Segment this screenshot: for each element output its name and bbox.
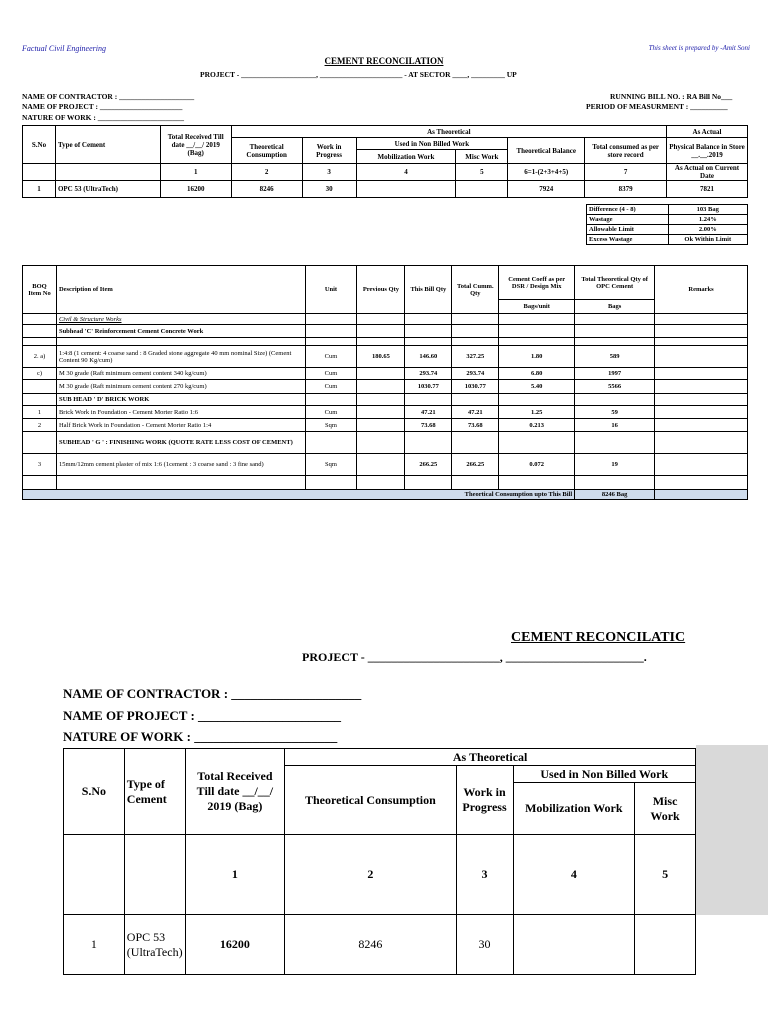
wastage-value: 2.00% <box>668 225 747 235</box>
zoom-total-received-header: Total Received Till date __/__/ 2019 (Bag) <box>185 749 285 835</box>
zoom-col-number: 5 <box>635 835 696 915</box>
as-actual-header: As Actual <box>667 126 748 138</box>
row-mobilization <box>356 181 456 198</box>
misc-header: Misc Work <box>456 150 508 164</box>
item-desc: M 30 grade (Raft minimum cement content 340 kg/cum) <box>56 368 305 380</box>
contractor-line: NAME OF CONTRACTOR : ____________________ <box>22 92 195 101</box>
row-wip: 30 <box>302 181 356 198</box>
total-received-header: Total Received Till date __/__/ 2019 (Bag) <box>160 126 231 164</box>
remarks-header: Remarks <box>655 266 748 314</box>
item-total: 266.25 <box>452 454 499 476</box>
zoom-contractor: NAME OF CONTRACTOR : ____________________ <box>63 686 362 701</box>
zoom-table <box>63 748 696 975</box>
period-of-measurement: PERIOD OF MEASURMENT : __________ <box>586 102 728 111</box>
item-coeff: 5.40 <box>499 380 575 394</box>
table-row <box>23 346 748 368</box>
row-type: OPC 53 (UltraTech) <box>55 181 160 198</box>
zoom-col-number: 4 <box>513 835 635 915</box>
item-this: 1030.77 <box>405 380 452 394</box>
item-prev: 180.65 <box>357 346 405 368</box>
item-this: 266.25 <box>405 454 452 476</box>
boq-no: 3 <box>23 454 57 476</box>
unit-header: Unit <box>305 266 357 314</box>
zoom-as-theoretical: As Theoretical <box>285 749 696 766</box>
boq-no <box>23 380 57 394</box>
zoom-col-number: 2 <box>285 835 456 915</box>
item-desc: 15mm/12mm cement plaster of mix 1:6 (1cement : 3 coarse sand : 3 fine sand) <box>56 454 305 476</box>
coeff-unit: Bags/unit <box>499 300 575 314</box>
item-this: 47.21 <box>405 406 452 419</box>
theoretical-consumption-header: Theoretical Consumption <box>231 138 302 164</box>
boq-no: 2. a) <box>23 346 57 368</box>
zoom-misc-header: Misc Work <box>635 783 696 835</box>
item-theo: 16 <box>575 419 655 432</box>
subhead-d: SUB HEAD ' D' BRICK WORK <box>56 394 305 406</box>
prepared-by: This sheet is prepared by -Amit Soni <box>648 44 750 52</box>
zoom-non-billed-header: Used in Non Billed Work <box>513 766 696 783</box>
row-balance: 7924 <box>508 181 585 198</box>
previous-qty-header: Previous Qty <box>357 266 405 314</box>
subhead-g: SUBHEAD ' G ' : FINISHING WORK (QUOTE RATE LESS COST OF CEMENT) <box>56 432 305 454</box>
col-number: 3 <box>302 164 356 181</box>
item-coeff: 1.80 <box>499 346 575 368</box>
theoretical-balance-header: Theoretical Balance <box>508 138 585 164</box>
col-number: 5 <box>456 164 508 181</box>
theoretical-unit: Bags <box>575 300 655 314</box>
this-bill-header: This Bill Qty <box>405 266 452 314</box>
zoom-row-received: 16200 <box>185 915 285 975</box>
zoom-row-consumption: 8246 <box>285 915 456 975</box>
row-consumed: 8379 <box>585 181 667 198</box>
item-coeff: 0.213 <box>499 419 575 432</box>
total-consumed-header: Total consumed as per store record <box>585 138 667 164</box>
item-theo: 59 <box>575 406 655 419</box>
zoom-type-header: Type of Cement <box>124 749 185 835</box>
wastage-value: Ok Within Limit <box>668 235 747 245</box>
item-coeff: 6.80 <box>499 368 575 380</box>
subhead-c: Subhead 'C' Reinforcement Cement Concrete Work <box>56 325 305 338</box>
item-total: 47.21 <box>452 406 499 419</box>
item-unit: Cum <box>305 406 357 419</box>
theoretical-qty-header: Total Theoretical Qty of OPC Cement <box>575 266 655 300</box>
item-coeff: 1.25 <box>499 406 575 419</box>
boq-header: BOQ Item No <box>23 266 57 314</box>
footer-label: Theortical Consumption upto This Bill <box>23 490 575 500</box>
item-this: 146.60 <box>405 346 452 368</box>
zoom-col-number: 1 <box>185 835 285 915</box>
item-prev <box>357 454 405 476</box>
col-number: 6=1-(2+3+4+5) <box>508 164 585 181</box>
item-table <box>22 265 748 500</box>
wastage-value: 1.24% <box>668 215 747 225</box>
item-total: 1030.77 <box>452 380 499 394</box>
zoom-row-wip: 30 <box>456 915 513 975</box>
row-received: 16200 <box>160 181 231 198</box>
zoom-wip-header: Work in Progress <box>456 766 513 835</box>
as-theoretical-header: As Theoretical <box>231 126 666 138</box>
table-row <box>23 380 748 394</box>
boq-no: 2 <box>23 419 57 432</box>
col-number: 2 <box>231 164 302 181</box>
running-bill: RUNNING BILL NO. : RA Bill No___ <box>610 92 733 101</box>
page-title: CEMENT RECONCILATION <box>324 56 444 66</box>
table-row <box>23 406 748 419</box>
wastage-table <box>586 204 748 245</box>
section-civil: Civil & Structure Works <box>56 314 305 325</box>
item-total: 73.68 <box>452 419 499 432</box>
mobilization-header: Mobilization Work <box>356 150 456 164</box>
non-billed-header: Used in Non Billed Work <box>356 138 508 150</box>
item-prev <box>357 368 405 380</box>
table-row <box>23 454 748 476</box>
wastage-label: Allowable Limit <box>587 225 669 235</box>
zoom-title: CEMENT RECONCILATIC <box>511 630 686 645</box>
item-prev <box>357 380 405 394</box>
total-cumm-header: Total Cumm. Qty <box>452 266 499 314</box>
item-desc: M 30 grade (Raft minimum cement content 270 kg/cum) <box>56 380 305 394</box>
zoom-consumption-header: Theoretical Consumption <box>285 766 456 835</box>
wastage-label: Wastage <box>587 215 669 225</box>
item-desc: Half Brick Work in Foundation - Cement Morter Ratio 1:4 <box>56 419 305 432</box>
zoom-project-name: NAME OF PROJECT : ______________________ <box>63 708 342 723</box>
footer-value: 8246 Bag <box>575 490 655 500</box>
zoom-row-type: OPC 53 (UltraTech) <box>124 915 185 975</box>
item-total: 327.25 <box>452 346 499 368</box>
physical-balance-header: Physical Balance in Store __.__.2019 <box>667 138 748 164</box>
boq-no: c) <box>23 368 57 380</box>
work-in-progress-header: Work in Progress <box>302 138 356 164</box>
item-prev <box>357 419 405 432</box>
row-sno: 1 <box>23 181 56 198</box>
zoom-mobilization-header: Mobilization Work <box>513 783 635 835</box>
project-name-line: NAME OF PROJECT : ______________________ <box>22 102 183 111</box>
item-theo: 19 <box>575 454 655 476</box>
description-header: Description of Item <box>56 266 305 314</box>
item-theo: 5566 <box>575 380 655 394</box>
company-name: Factual Civil Engineering <box>22 44 106 53</box>
col-number: 4 <box>356 164 456 181</box>
item-theo: 589 <box>575 346 655 368</box>
col-number: 7 <box>585 164 667 181</box>
zoom-col-number: 3 <box>456 835 513 915</box>
as-actual-current: As Actual on Current Date <box>667 164 748 181</box>
boq-no: 1 <box>23 406 57 419</box>
item-unit: Sqm <box>305 454 357 476</box>
table-row <box>23 368 748 380</box>
row-misc <box>456 181 508 198</box>
sno-header: S.No <box>23 126 56 164</box>
item-this: 73.68 <box>405 419 452 432</box>
wastage-value: 103 Bag <box>668 205 747 215</box>
nature-of-work-line: NATURE OF WORK : _______________________ <box>22 113 184 122</box>
item-unit: Cum <box>305 368 357 380</box>
zoom-project-line: PROJECT - ______________________, _______________________. <box>302 650 647 664</box>
zoom-row-sno: 1 <box>64 915 125 975</box>
wastage-label: Difference (4 - 8) <box>587 205 669 215</box>
item-coeff: 0.072 <box>499 454 575 476</box>
item-this: 293.74 <box>405 368 452 380</box>
table-row <box>23 419 748 432</box>
cement-coeff-header: Cement Coeff as per DSR / Design Mix <box>499 266 575 300</box>
item-unit: Cum <box>305 346 357 368</box>
wastage-label: Excess Wastage <box>587 235 669 245</box>
row-physical: 7821 <box>667 181 748 198</box>
item-prev <box>357 406 405 419</box>
item-theo: 1997 <box>575 368 655 380</box>
project-line: PROJECT - ____________________, ______________________ - AT SECTOR ____, _________ UP <box>200 70 517 79</box>
item-unit: Sqm <box>305 419 357 432</box>
item-desc: Brick Work in Foundation - Cement Morter Ratio 1:6 <box>56 406 305 419</box>
col-number: 1 <box>160 164 231 181</box>
item-total: 293.74 <box>452 368 499 380</box>
zoom-nature-of-work: NATURE OF WORK : ______________________ <box>63 729 338 744</box>
zoom-sno-header: S.No <box>64 749 125 835</box>
type-header: Type of Cement <box>55 126 160 164</box>
item-desc: 1:4:8 (1 cement: 4 coarse sand : 8 Graded stone aggregate 40 mm nominal Size) (Cement Content 90 Kg/cum) <box>56 346 305 368</box>
grey-band <box>696 745 768 915</box>
row-consumption: 8246 <box>231 181 302 198</box>
summary-table <box>22 125 748 198</box>
item-unit: Cum <box>305 380 357 394</box>
